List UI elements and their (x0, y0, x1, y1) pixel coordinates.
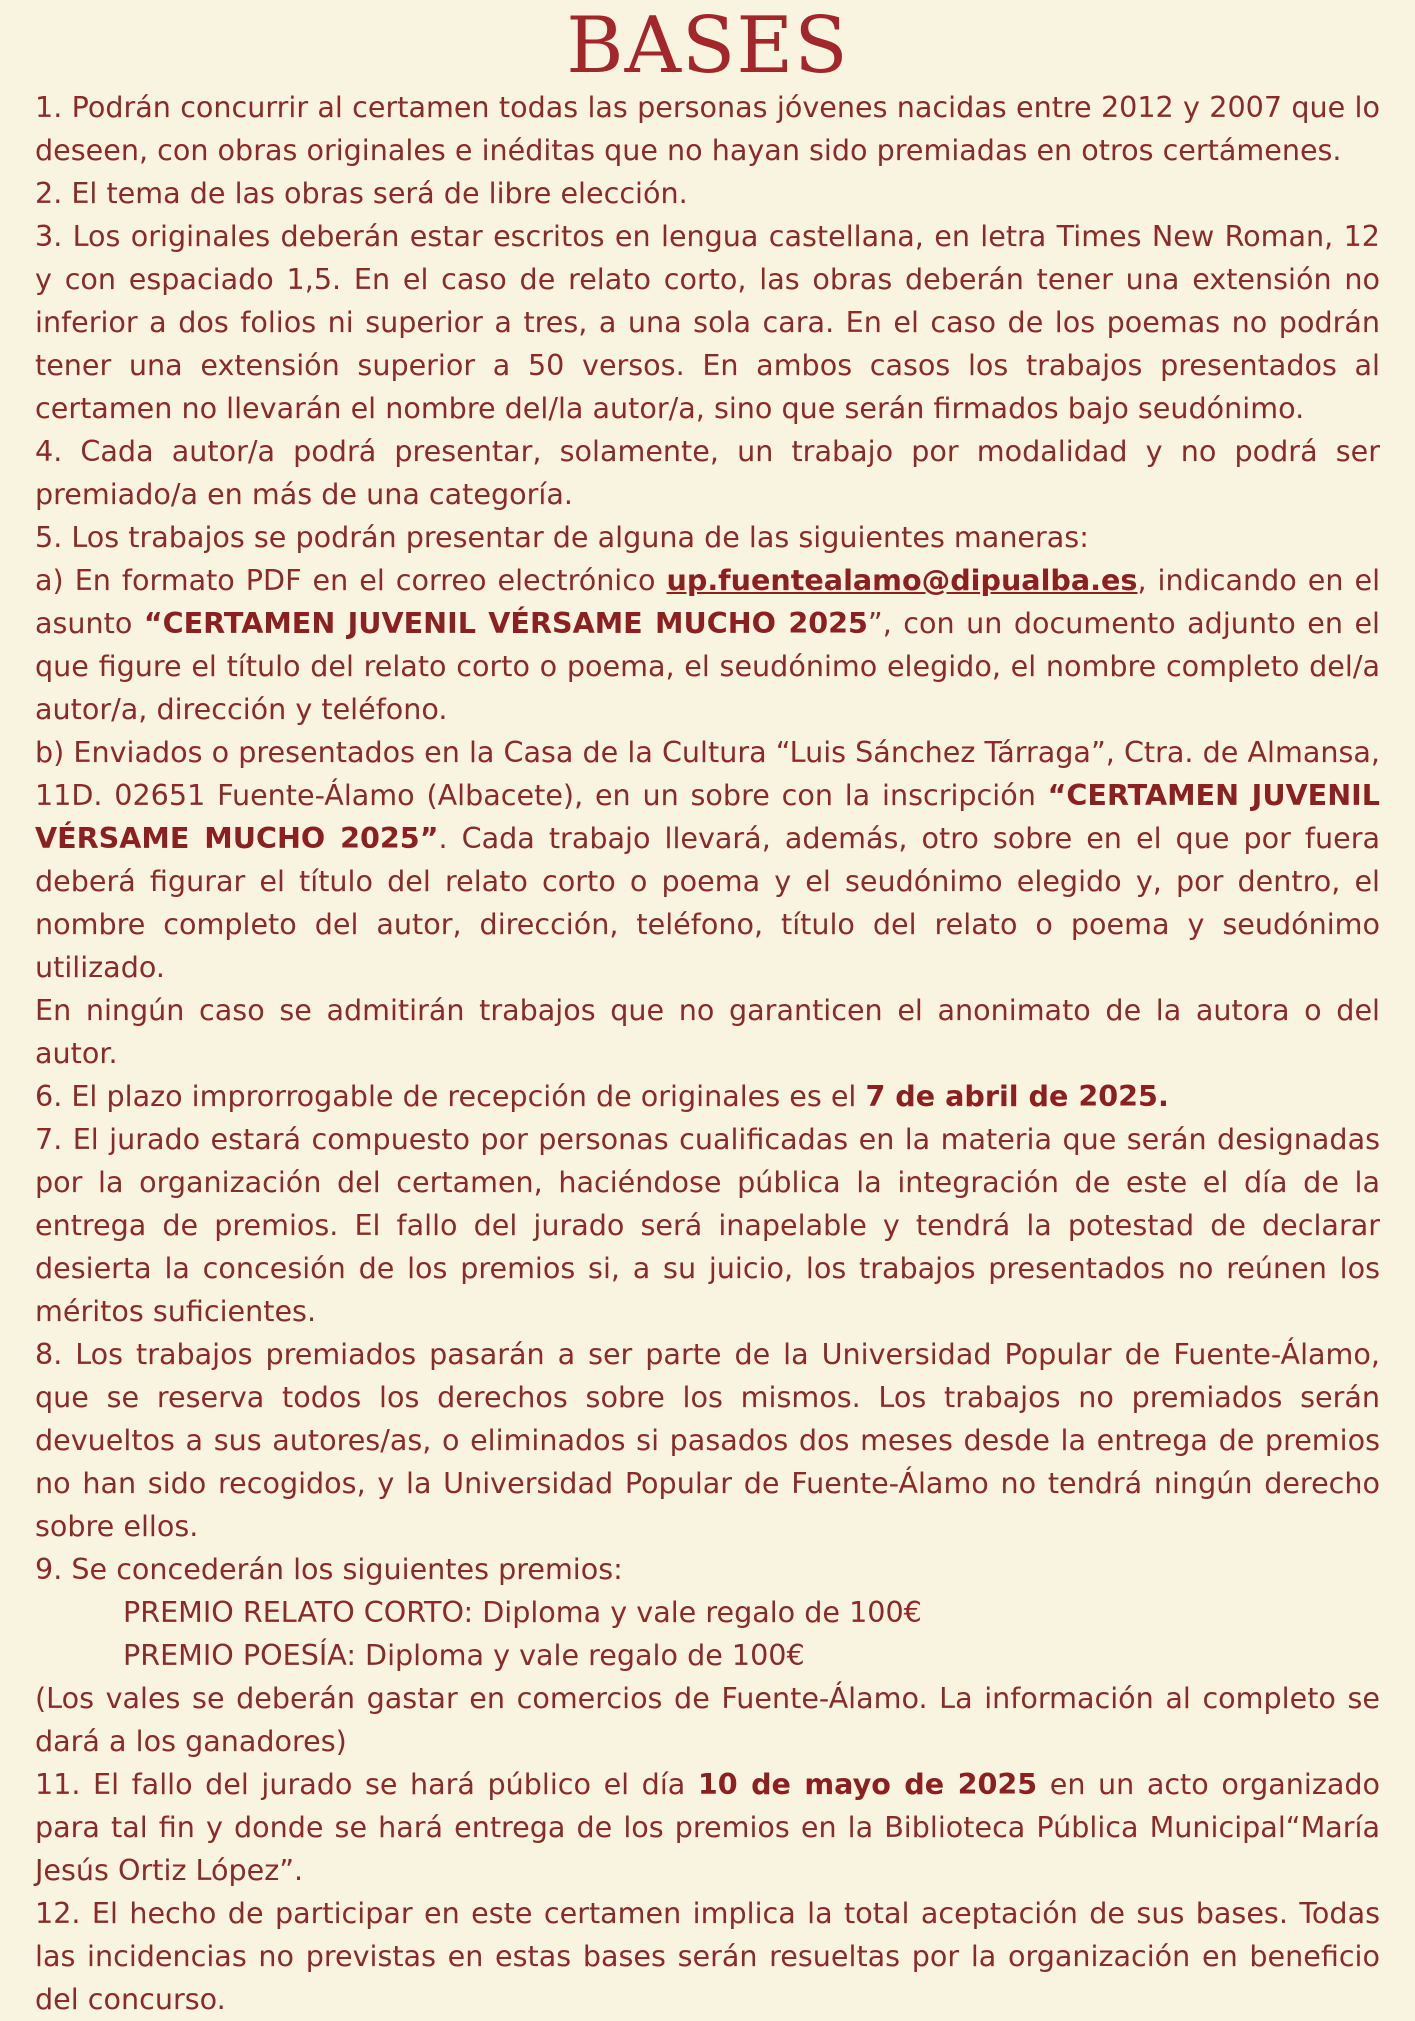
rule-5-note: En ningún caso se admitirán trabajos que no garanticen el anonimato de la autora o del autor. (35, 993, 1380, 1070)
rule-6 (35, 1075, 1380, 1118)
prize-poetry: PREMIO POESÍA: Diploma y vale regalo de 100€ (123, 1638, 805, 1672)
rule-12: 12. El hecho de participar en este certamen implica la total aceptación de sus bases. Todas las incidencias no previstas en estas bases serán resueltas por la organización en beneficio del concurso. (35, 1896, 1380, 2016)
rule-2: 2. El tema de las obras será de libre elección. (35, 176, 688, 210)
email-link[interactable]: up.fuentealamo@dipualba.es (666, 563, 1138, 597)
rule-5b-text-1: b) Enviados o presentados en la Casa de la Cultura “Luis Sánchez Tárraga”, Ctra. de Almansa, 11D. 02651 Fuente-Álamo (Albacete), en un sobre con la inscripción (35, 735, 1380, 812)
deadline-date: 7 de abril de 2025. (865, 1079, 1169, 1113)
rule-5a-text-1: a) En formato PDF en el correo electrónico (35, 563, 667, 597)
rule-11-text-2: en un acto organizado para tal fin y donde se hará entrega de los premios en la Biblioteca Pública Municipal“María Jesús Ortiz López”. (35, 1767, 1380, 1887)
rule-8: 8. Los trabajos premiados pasarán a ser parte de la Universidad Popular de Fuente-Álamo, que se reserva todos los derechos sobre los mismos. Los trabajos no premiados serán devueltos a sus autores/as, o eliminados si pasados dos meses desde la entrega de premios no han sido recogidos, y la Universidad Popular de Fuente-Álamo no tendrá ningún derecho sobre ellos. (35, 1337, 1380, 1543)
rule-9-note: (Los vales se deberán gastar en comercios de Fuente-Álamo. La información al completo se dará a los ganadores) (35, 1681, 1380, 1758)
rule-5b-text-2: . Cada trabajo llevará, además, otro sobre en el que por fuera deberá figurar el título del relato corto o poema y el seudónimo elegido y, por dentro, el nombre completo del autor, dirección, teléfono, título del relato o poema y seudónimo utilizado. (35, 821, 1380, 984)
rule-5a (35, 559, 1380, 731)
page-title: BASES (566, 1, 849, 91)
rule-5a-text-3: ”, con un documento adjunto en el que figure el título del relato corto o poema, el seudónimo elegido, el nombre completo del/a autor/a, dirección y teléfono. (35, 606, 1380, 726)
rule-5a-text-2: , indicando en el asunto (35, 563, 1381, 640)
rule-7: 7. El jurado estará compuesto por personas cualificadas en la materia que serán designadas por la organización del certamen, haciéndose pública la integración de este el día de la entrega de premios. El fallo del jurado será inapelable y tendrá la potestad de declarar desierta la concesión de los premios si, a su juicio, los trabajos presentados no reúnen los méritos suficientes. (35, 1122, 1380, 1328)
prize-short-story: PREMIO RELATO CORTO: Diploma y vale regalo de 100€ (123, 1595, 922, 1629)
rules-body (35, 86, 1380, 2021)
rule-11-text-1: 11. El fallo del jurado se hará público el día (35, 1767, 698, 1801)
rule-5a-subject: “CERTAMEN JUVENIL VÉRSAME MUCHO 2025 (143, 606, 868, 640)
rule-11 (35, 1763, 1380, 1892)
rule-9: 9. Se concederán los siguientes premios: (35, 1552, 623, 1586)
rule-6-text: 6. El plazo improrrogable de recepción de originales es el (35, 1079, 866, 1113)
verdict-date: 10 de mayo de 2025 (697, 1767, 1038, 1801)
rule-3: 3. Los originales deberán estar escritos en lengua castellana, en letra Times New Roman, 12 y con espaciado 1,5. En el caso de relato corto, las obras deberán tener una extensión no inferior a dos folios ni superior a tres, a una sola cara. En el caso de los poemas no podrán tener una extensión superior a 50 versos. En ambos casos los trabajos presentados al certamen no llevarán el nombre del/la autor/a, sino que serán firmados bajo seudónimo. (35, 219, 1380, 425)
rule-5b (35, 731, 1380, 989)
rule-4: 4. Cada autor/a podrá presentar, solamente, un trabajo por modalidad y no podrá ser premiado/a en más de una categoría. (35, 434, 1380, 511)
rule-1: 1. Podrán concurrir al certamen todas las personas jóvenes nacidas entre 2012 y 2007 que lo deseen, con obras originales e inéditas que no hayan sido premiadas en otros certámenes. (35, 90, 1380, 167)
rule-5b-subject: “CERTAMEN JUVENIL VÉRSAME MUCHO 2025” (35, 778, 1380, 855)
rule-5: 5. Los trabajos se podrán presentar de alguna de las siguientes maneras: (35, 520, 1089, 554)
